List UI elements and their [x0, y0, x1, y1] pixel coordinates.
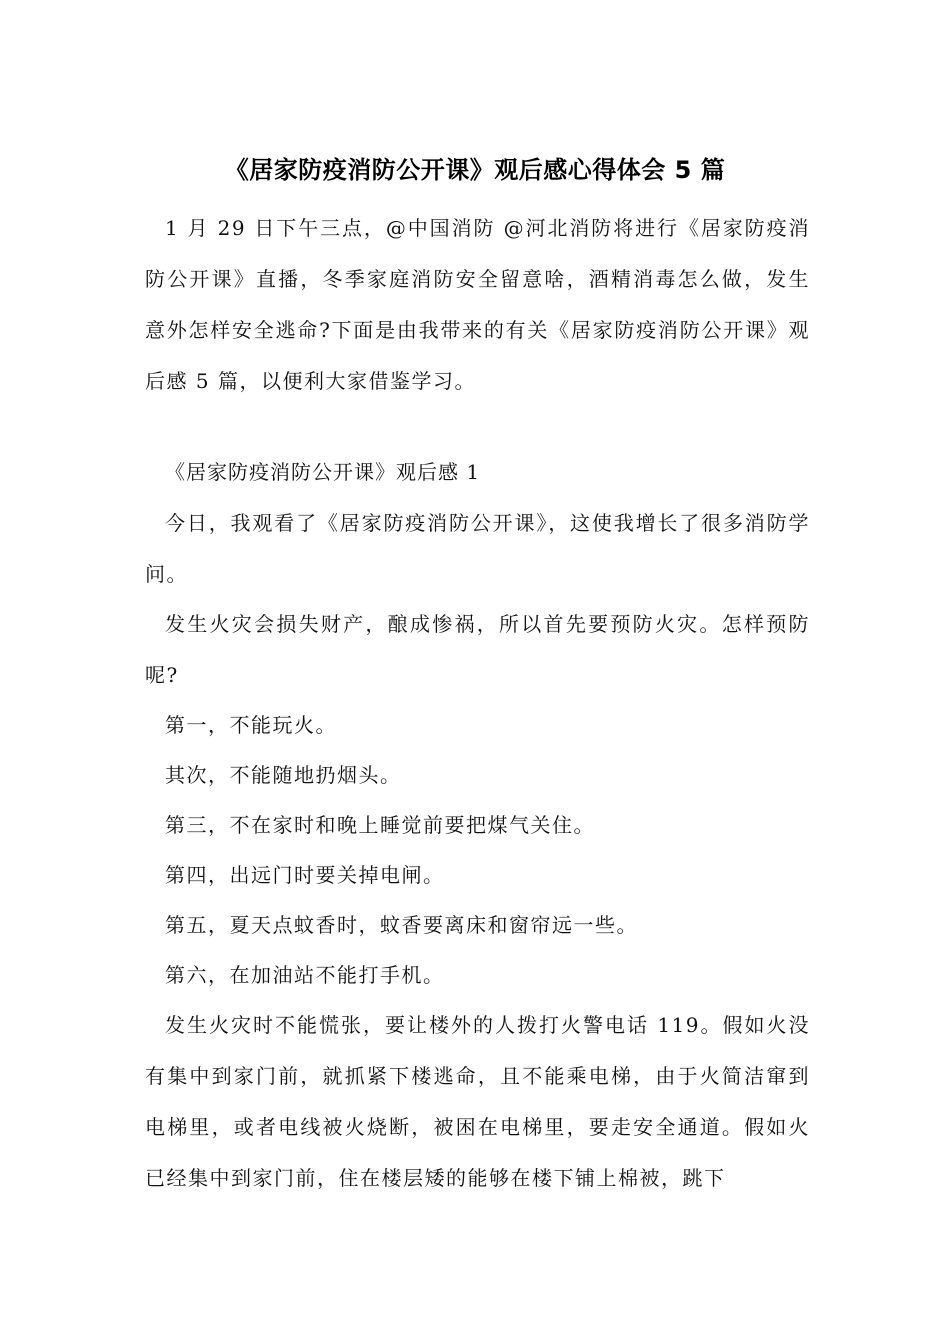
body-paragraph-1: 今日，我观看了《居家防疫消防公开课》，这使我增长了很多消防学问。 [145, 511, 810, 586]
body-paragraph-3: 发生火灾时不能慌张，要让楼外的人拨打火警电话 119。假如火没有集中到家门前，就抓紧下楼逃命，且不能乘电梯，由于火简洁窜到电梯里，或者电线被火烧断，被困在电梯里，要走安全通道。假如火已经集中到家门前，住在楼层矮的能够在楼下铺上棉被，跳下 [145, 1013, 810, 1190]
list-item: 第四，出远门时要关掉电闸。 [165, 863, 445, 887]
body-paragraph-2: 发生火灾会损失财产，酿成惨祸，所以首先要预防火灾。怎样预防呢? [145, 612, 810, 687]
list-item: 其次，不能随地扔烟头。 [165, 763, 402, 787]
list-item: 第五，夏天点蚊香时，蚊香要离床和窗帘远一些。 [165, 913, 638, 937]
document-title: 《居家防疫消防公开课》观后感心得体会 5 篇 [224, 156, 726, 184]
list-item: 第一，不能玩火。 [165, 713, 337, 737]
list-item: 第六，在加油站不能打手机。 [165, 963, 445, 987]
intro-paragraph: 1 月 29 日下午三点，@中国消防 @河北消防将进行《居家防疫消防公开课》直播，冬季家庭消防安全留意啥，酒精消毒怎么做，发生意外怎样安全逃命?下面是由我带来的有关《居家防疫消防公开课》观后感 5 篇，以便利大家借鉴学习。 [145, 216, 810, 393]
section-heading: 《居家防疫消防公开课》观后感 1 [165, 460, 481, 484]
list-item: 第三，不在家时和晚上睡觉前要把煤气关住。 [165, 813, 595, 837]
